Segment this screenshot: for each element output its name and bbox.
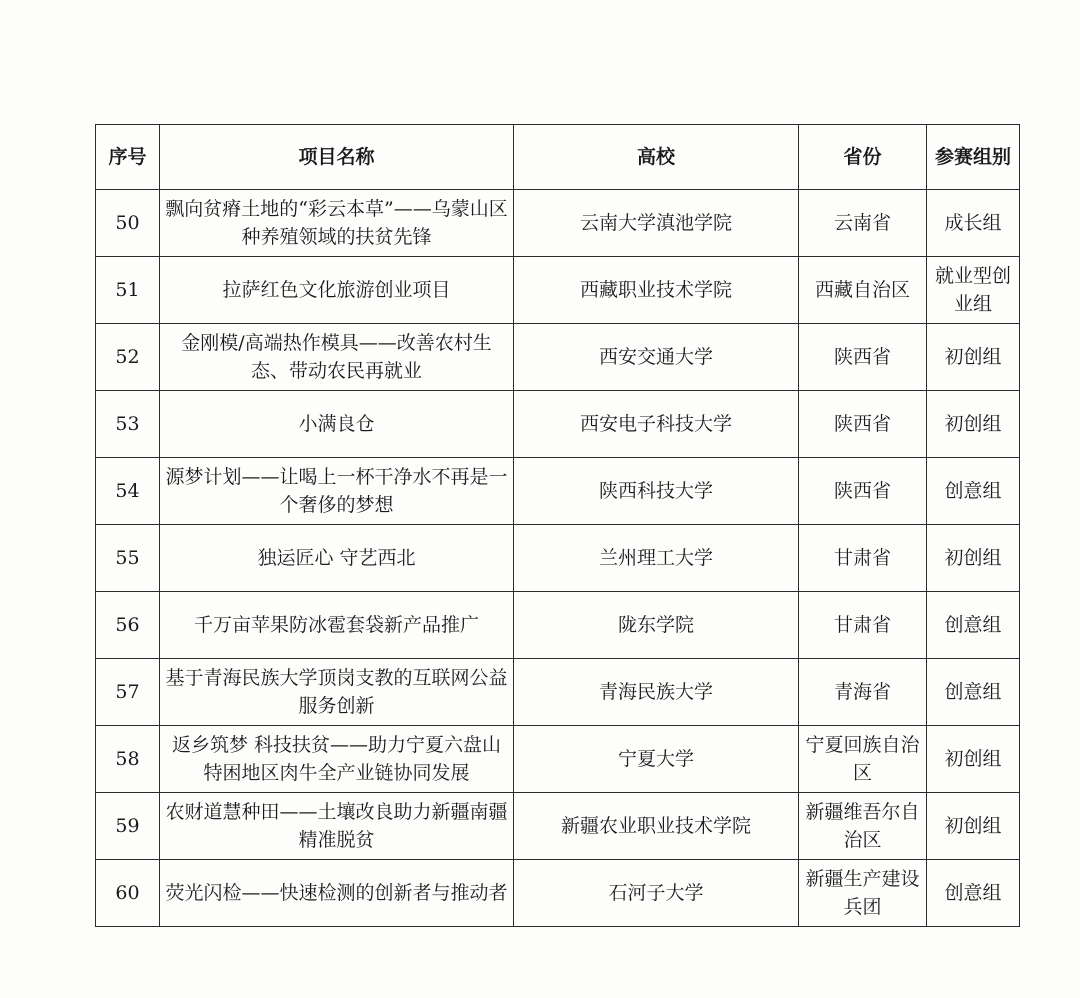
cell-group — [927, 659, 1020, 726]
cell-province — [799, 659, 927, 726]
cell-province — [799, 324, 927, 391]
cell-no-text: 58 — [115, 748, 140, 770]
cell-project-name — [160, 525, 514, 592]
cell-group — [927, 257, 1020, 324]
cell-school-text: 西安电子科技大学 — [579, 413, 732, 435]
cell-project-name-text: 小满良仓 — [298, 413, 375, 435]
cell-province — [799, 592, 927, 659]
cell-province — [799, 793, 927, 860]
cell-group-text: 成长组 — [944, 212, 1002, 234]
cell-no-text: 53 — [115, 413, 140, 435]
cell-no — [96, 726, 160, 793]
project-table — [95, 124, 1020, 927]
cell-project-name — [160, 458, 514, 525]
cell-project-name — [160, 726, 514, 793]
cell-no — [96, 525, 160, 592]
cell-group — [927, 525, 1020, 592]
table-row — [96, 659, 1020, 726]
cell-no — [96, 391, 160, 458]
cell-project-name — [160, 324, 514, 391]
cell-school — [514, 190, 799, 257]
cell-school — [514, 592, 799, 659]
cell-province-text: 新疆维吾尔自治区 — [805, 801, 920, 851]
cell-project-name — [160, 659, 514, 726]
cell-province — [799, 458, 927, 525]
cell-province-text: 甘肃省 — [833, 614, 891, 636]
cell-group-text: 创意组 — [944, 480, 1002, 502]
header-province: 省份 — [799, 125, 927, 190]
header-school: 高校 — [514, 125, 799, 190]
cell-group-text: 就业型创业组 — [934, 265, 1011, 315]
table-row — [96, 324, 1020, 391]
cell-province-text: 陕西省 — [833, 413, 891, 435]
cell-school — [514, 860, 799, 927]
cell-project-name-text: 拉萨红色文化旅游创业项目 — [222, 279, 451, 301]
table-body — [96, 190, 1020, 927]
header-group: 参赛组别 — [927, 125, 1020, 190]
cell-project-name — [160, 391, 514, 458]
cell-province-text: 宁夏回族自治区 — [805, 734, 920, 784]
cell-no-text: 55 — [115, 547, 140, 569]
cell-school-text: 宁夏大学 — [617, 748, 694, 770]
cell-school — [514, 525, 799, 592]
header-no: 序号 — [96, 125, 160, 190]
table-row — [96, 860, 1020, 927]
cell-school-text: 西藏职业技术学院 — [579, 279, 732, 301]
cell-no-text: 57 — [115, 681, 140, 703]
cell-school-text: 青海民族大学 — [598, 681, 713, 703]
cell-no-text: 60 — [115, 882, 140, 904]
cell-project-name — [160, 257, 514, 324]
cell-project-name — [160, 793, 514, 860]
cell-school-text: 石河子大学 — [608, 882, 704, 904]
cell-province-text: 青海省 — [833, 681, 891, 703]
cell-group-text: 初创组 — [944, 815, 1002, 837]
cell-group — [927, 860, 1020, 927]
cell-group — [927, 190, 1020, 257]
cell-project-name — [160, 190, 514, 257]
cell-project-name-text: 农财道慧种田——土壤改良助力新疆南疆精准脱贫 — [165, 801, 508, 851]
cell-group — [927, 391, 1020, 458]
table-row — [96, 525, 1020, 592]
cell-school-text: 西安交通大学 — [598, 346, 713, 368]
cell-project-name-text: 荧光闪检——快速检测的创新者与推动者 — [165, 882, 508, 904]
table-row — [96, 391, 1020, 458]
cell-project-name-text: 基于青海民族大学顶岗支教的互联网公益服务创新 — [165, 667, 508, 717]
cell-school — [514, 324, 799, 391]
cell-no — [96, 793, 160, 860]
cell-group — [927, 458, 1020, 525]
header-project-name: 项目名称 — [160, 125, 514, 190]
cell-province-text: 云南省 — [833, 212, 891, 234]
cell-project-name-text: 独运匠心 守艺西北 — [257, 547, 416, 569]
cell-group-text: 创意组 — [944, 614, 1002, 636]
cell-no-text: 56 — [115, 614, 140, 636]
cell-group — [927, 324, 1020, 391]
cell-no-text: 52 — [115, 346, 140, 368]
cell-no — [96, 190, 160, 257]
table-row — [96, 458, 1020, 525]
cell-project-name-text: 源梦计划——让喝上一杯干净水不再是一个奢侈的梦想 — [165, 466, 508, 516]
cell-no — [96, 860, 160, 927]
cell-province — [799, 190, 927, 257]
cell-no-text: 51 — [115, 279, 140, 301]
cell-no-text: 59 — [115, 815, 140, 837]
cell-no — [96, 458, 160, 525]
cell-province-text: 陕西省 — [833, 480, 891, 502]
cell-no — [96, 659, 160, 726]
cell-province — [799, 391, 927, 458]
table-row — [96, 190, 1020, 257]
cell-no — [96, 324, 160, 391]
cell-no-text: 50 — [115, 212, 140, 234]
cell-school — [514, 726, 799, 793]
table-row — [96, 726, 1020, 793]
cell-school-text: 陕西科技大学 — [598, 480, 713, 502]
cell-school — [514, 257, 799, 324]
cell-group-text: 初创组 — [944, 748, 1002, 770]
cell-no-text: 54 — [115, 480, 140, 502]
table-row — [96, 257, 1020, 324]
cell-no — [96, 257, 160, 324]
table-header-row — [96, 125, 1020, 190]
cell-project-name-text: 千万亩苹果防冰雹套袋新产品推广 — [193, 614, 479, 636]
cell-project-name-text: 飘向贫瘠土地的“彩云本草”——乌蒙山区种养殖领域的扶贫先锋 — [165, 198, 508, 248]
cell-project-name — [160, 592, 514, 659]
cell-school-text: 新疆农业职业技术学院 — [560, 815, 751, 837]
cell-project-name — [160, 860, 514, 927]
cell-group — [927, 592, 1020, 659]
cell-group-text: 初创组 — [944, 413, 1002, 435]
table-row — [96, 592, 1020, 659]
cell-province-text: 甘肃省 — [833, 547, 891, 569]
table-row — [96, 793, 1020, 860]
cell-group-text: 初创组 — [944, 346, 1002, 368]
cell-school-text: 云南大学滇池学院 — [579, 212, 732, 234]
cell-province-text: 新疆生产建设兵团 — [805, 868, 920, 918]
cell-province — [799, 525, 927, 592]
cell-school-text: 陇东学院 — [617, 614, 694, 636]
cell-group-text: 创意组 — [944, 882, 1002, 904]
cell-project-name-text: 返乡筑梦 科技扶贫——助力宁夏六盘山特困地区肉牛全产业链协同发展 — [171, 734, 502, 784]
cell-province-text: 陕西省 — [833, 346, 891, 368]
cell-group — [927, 793, 1020, 860]
cell-province — [799, 726, 927, 793]
cell-group-text: 初创组 — [944, 547, 1002, 569]
cell-province-text: 西藏自治区 — [814, 279, 910, 301]
cell-project-name-text: 金刚模/高端热作模具——改善农村生态、带动农民再就业 — [181, 332, 492, 382]
cell-province — [799, 860, 927, 927]
cell-group-text: 创意组 — [944, 681, 1002, 703]
cell-school — [514, 458, 799, 525]
cell-school-text: 兰州理工大学 — [598, 547, 713, 569]
cell-school — [514, 659, 799, 726]
cell-group — [927, 726, 1020, 793]
cell-school — [514, 793, 799, 860]
cell-province — [799, 257, 927, 324]
cell-no — [96, 592, 160, 659]
cell-school — [514, 391, 799, 458]
